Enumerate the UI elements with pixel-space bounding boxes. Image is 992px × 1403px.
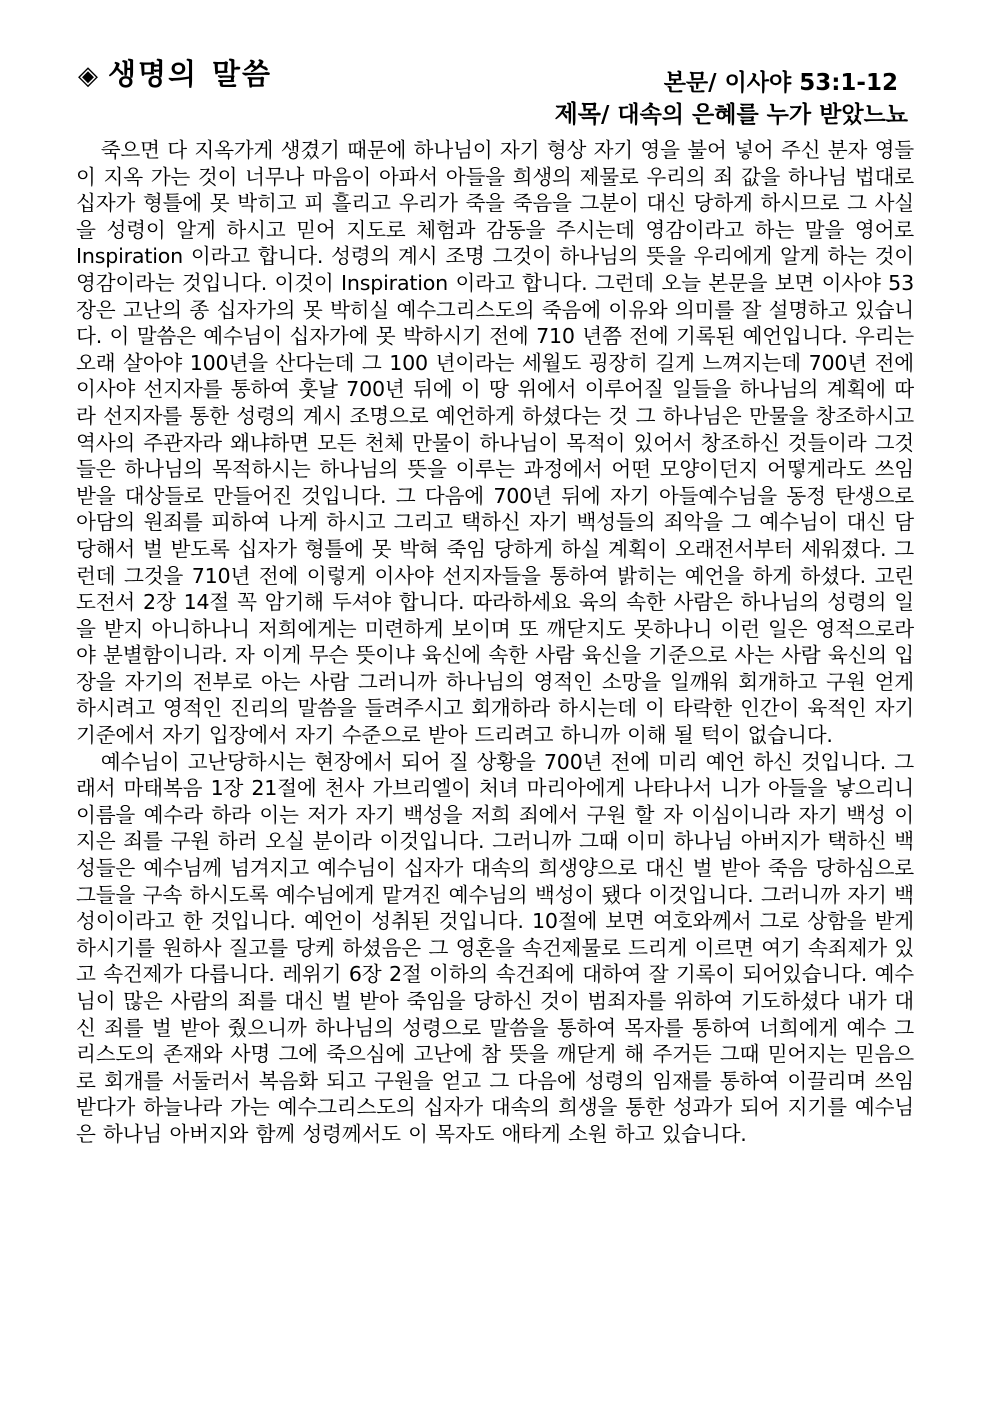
body-paragraph-1: 죽으면 다 지옥가게 생겼기 때문에 하나님이 자기 형상 자기 영을 불어 넣어 주신 분자 영들이 지옥 가는 것이 너무나 마음이 아파서 아들을 희생의 제물로 우리의 죄 값을 하나님 법대로 십자가 형틀에 못 박히고 피 흘리고 우리가 죽을 죽음을 그분이 대신 당하게 하시므로 그 사실을 성령이 알게 하시고 믿어 지도로 체험과 감동을 주시는데 영감이라고 하는 말을 영어로 Inspiration 이라고 합니다. 성령의 계시 조명 그것이 하나님의 뜻을 우리에게 알게 하는 것이 영감이라는 것입니다. 이것이 Inspiration 이라고 합니다. 그런데 오늘 본문을 보면 이사야 53장은 고난의 종 십자가의 못 박히실 예수그리스도의 죽음에 이유와 의미를 잘 설명하고 있습니다. 이 말씀은 예수님이 십자가에 못 박하시기 전에 710 년쯤 전에 기록된 예언입니다. 우리는 오래 살아야 100년을 산다는데 그 100 년이라는 세월도 굉장히 길게 느껴지는데 700년 전에 이사야 선지자를 통하여 훗날 700년 뒤에 이 땅 위에서 이루어질 일들을 하나님의 계획에 따라 선지자를 통한 성령의 계시 조명으로 예언하게 하셨다는 것 그 하나님은 만물을 창조하시고 역사의 주관자라 왜냐하면 모든 천체 만물이 하나님이 목적이 있어서 창조하신 것들이라 그것들은 하나님의 목적하시는 하나님의 뜻을 이루는 과정에서 어떤 모양이던지 어떻게라도 쓰임 받을 대상들로 만들어진 것입니다. 그 다음에 700년 뒤에 자기 아들예수님을 동정 탄생으로 아담의 원죄를 피하여 나게 하시고 그리고 택하신 자기 백성들의 죄악을 그 예수님이 대신 담당해서 벌 받도록 십자가 형틀에 못 박혀 죽임 당하게 하실 계획이 오래전서부터 세워졌다. 그런데 그것을 710년 전에 이렇게 이사야 선지자들을 통하여 밝히는 예언을 하게 하셨다. 고린도전서 2장 14절 꼭 암기해 두셔야 합니다. 따라하세요 육의 속한 사람은 하나님의 성령의 일을 받지 아니하나니 저희에게는 미련하게 보이며 또 깨닫지도 못하나니 이런 일은 영적으로라야 분별함이니라. 자 이게 무슨 뜻이냐 육신에 속한 사람 육신을 기준으로 사는 사람 육신의 입장을 자기의 전부로 아는 사람 그러니까 하나님의 영적인 소망을 일깨워 회개하고 구원 얻게 하시려고 영적인 진리의 말씀을 들려주시고 회개하라 하시는데 이 타락한 인간이 육적인 자기 기준에서 자기 입장에서 자기 수준으로 받아 드리려고 하니까 이해 될 턱이 없습니다. [76,138,914,748]
diamond-bullet-icon: ◈ [78,61,100,91]
sermon-title-text: / 대속의 은혜를 누가 받았느뇨 [600,102,908,128]
sermon-title-label: 제목 [554,100,601,128]
body-paragraph-2: 예수님이 고난당하시는 현장에서 되어 질 상황을 700년 전에 미리 예언 하신 것입니다. 그래서 마태복음 1장 21절에 천사 가브리엘이 처녀 마리아에게 나타나서 니가 아들을 낳으리니 이름을 예수라 하라 이는 저가 자기 백성을 저희 죄에서 구원 할 자 이심이니라 자기 백성 이 지은 죄를 구원 하러 오실 분이라 이것입니다. 그러니까 그때 이미 하나님 아버지가 택하신 백성들은 예수님께 넘겨지고 예수님이 십자가 대속의 희생양으로 대신 벌 받아 죽음 당하심으로 그들을 구속 하시도록 예수님에게 맡겨진 예수님의 백성이 됐다 이것입니다. 그러니까 자기 백성이이라고 한 것입니다. 예언이 성취된 것입니다. 10절에 보면 여호와께서 그로 상함을 받게 하시기를 원하사 질고를 당케 하셨음은 그 영혼을 속건제물로 드리게 이르면 여기 속죄제가 있고 속건제가 다릅니다. 레위기 6장 2절 이하의 속건죄에 대하여 잘 기록이 되어있습니다. 예수님이 많은 사람의 죄를 대신 벌 받아 죽임을 당하신 것이 범죄자를 위하여 기도하셨다 내가 대신 죄를 벌 받아 줬으니까 하나님의 성령으로 말씀을 통하여 목자를 통하여 너희에게 예수 그리스도의 존재와 사명 그에 죽으심에 고난에 참 뜻을 깨닫게 해 주거든 그때 믿어지는 믿음으로 회개를 서둘러서 복음화 되고 구원을 얻고 그 다음에 성령의 임재를 통하여 이끌리며 쓰임 받다가 하늘나라 가는 예수그리스도의 십자가 대속의 희생을 통한 성과가 되어 지기를 예수님은 하나님 아버지와 함께 성령께서도 이 목자도 애타게 소원 하고 있습니다. [76,749,914,1146]
scripture-label: 본문/ [663,70,717,96]
section-title-word-2: 말씀 [212,57,273,91]
sermon-body [76,137,914,1148]
section-title-word-1: 생명의 [108,57,199,91]
scripture-reference [664,64,898,97]
scripture-passage: 이사야 53:1-12 [724,70,898,96]
document-header [76,0,914,130]
section-title [78,52,272,93]
sermon-title [555,94,908,129]
